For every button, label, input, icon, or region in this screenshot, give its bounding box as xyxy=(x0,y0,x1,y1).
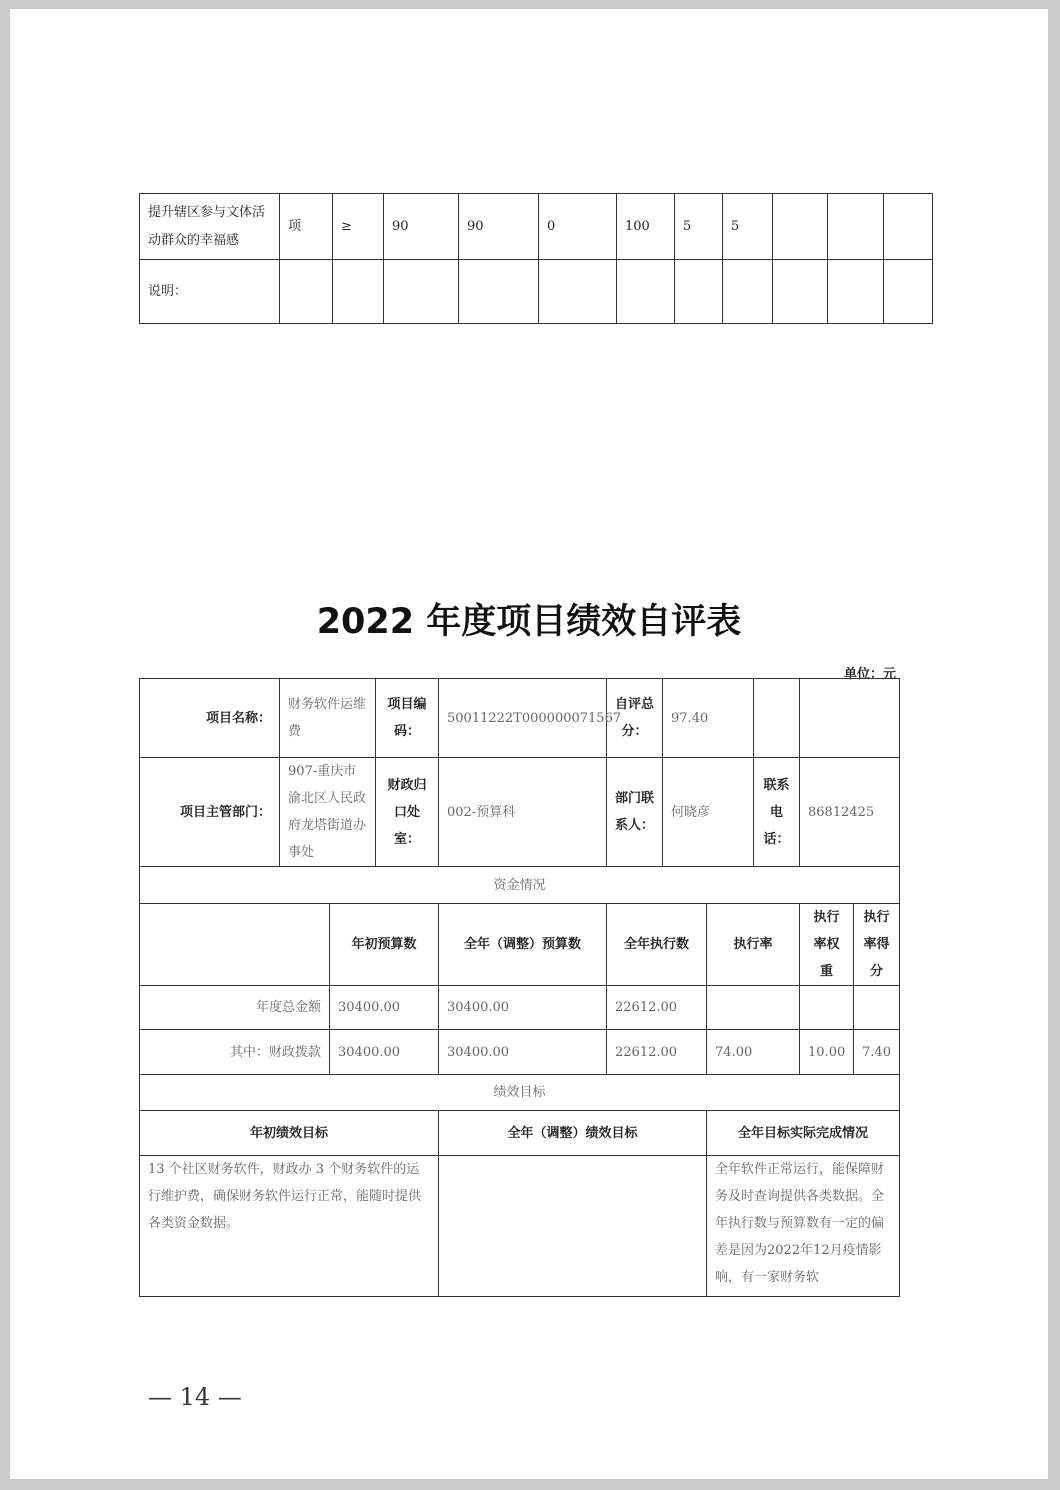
table-row xyxy=(140,1030,900,1075)
table-cell xyxy=(854,986,900,1030)
table-row xyxy=(140,260,933,324)
contact-value: 何晓彦 xyxy=(663,758,754,867)
project-code-value: 50011222T000000071567 xyxy=(439,679,607,758)
col-header: 执行率权重 xyxy=(800,904,854,986)
finance-label: 财政归口处室： xyxy=(376,758,439,867)
table-cell xyxy=(800,986,854,1030)
table-cell: ≥ xyxy=(333,194,384,260)
col-header: 执行率 xyxy=(707,904,800,986)
table-cell: 5 xyxy=(675,194,723,260)
table-row xyxy=(140,758,900,867)
page-title: 2022 年度项目绩效自评表 xyxy=(316,602,742,642)
project-code-label: 项目编码： xyxy=(376,679,439,758)
col-header: 年初绩效目标 xyxy=(140,1111,439,1156)
table-cell xyxy=(828,194,884,260)
table-cell: 90 xyxy=(459,194,539,260)
table-cell: 7.40 xyxy=(854,1030,900,1075)
funds-header: 资金情况 xyxy=(140,867,900,904)
goal-initial: 13 个社区财务软件，财政办 3 个财务软件的运行维护费，确保财务软件运行正常，能随时提供各类资金数据。 xyxy=(140,1156,439,1297)
goals-header: 绩效目标 xyxy=(140,1075,900,1111)
row-label: 年度总金额 xyxy=(140,986,330,1030)
goal-actual: 全年软件正常运行，能保障财务及时查询提供各类数据。全年执行数与预算数有一定的偏差是因为2022年12月疫情影响，有一家财务软 xyxy=(707,1156,900,1297)
table-cell: 项 xyxy=(280,194,333,260)
table-cell xyxy=(773,194,828,260)
table-cell: 5 xyxy=(723,194,773,260)
project-name-value: 财务软件运维费 xyxy=(280,679,376,758)
project-name-label: 项目名称： xyxy=(140,679,280,758)
page-number: — 14 — xyxy=(148,1383,242,1411)
table-cell: 30400.00 xyxy=(439,1030,607,1075)
indicator-name: 提升辖区参与文体活动群众的幸福感 xyxy=(140,194,280,260)
phone-label: 联系电话： xyxy=(754,758,800,867)
phone-value: 86812425 xyxy=(800,758,900,867)
unit-label: 单位：元 xyxy=(843,667,896,682)
col-header: 年初预算数 xyxy=(330,904,439,986)
table-row xyxy=(140,904,900,986)
indicator-table xyxy=(139,193,933,324)
table-cell: 10.00 xyxy=(800,1030,854,1075)
goal-adjusted xyxy=(439,1156,707,1297)
table-cell: 74.00 xyxy=(707,1030,800,1075)
table-row xyxy=(140,194,933,260)
table-row xyxy=(140,986,900,1030)
row-label: 其中：财政拨款 xyxy=(140,1030,330,1075)
section-header-row xyxy=(140,867,900,904)
dept-value: 907-重庆市渝北区人民政府龙塔街道办事处 xyxy=(280,758,376,867)
score-value: 97.40 xyxy=(663,679,754,758)
table-cell: 0 xyxy=(539,194,617,260)
section-header-row xyxy=(140,1075,900,1111)
table-cell xyxy=(884,194,933,260)
table-cell xyxy=(707,986,800,1030)
col-header: 全年目标实际完成情况 xyxy=(707,1111,900,1156)
table-row xyxy=(140,1156,900,1297)
note-label: 说明： xyxy=(140,260,280,324)
evaluation-table xyxy=(139,678,900,1297)
table-cell: 30400.00 xyxy=(330,1030,439,1075)
table-cell: 30400.00 xyxy=(439,986,607,1030)
score-label: 自评总分： xyxy=(607,679,663,758)
table-cell: 90 xyxy=(384,194,459,260)
table-cell: 22612.00 xyxy=(607,1030,707,1075)
table-cell: 30400.00 xyxy=(330,986,439,1030)
col-header: 执行率得分 xyxy=(854,904,900,986)
document-page xyxy=(10,9,1048,1479)
col-header: 全年执行数 xyxy=(607,904,707,986)
col-header: 全年（调整）绩效目标 xyxy=(439,1111,707,1156)
table-row xyxy=(140,679,900,758)
dept-label: 项目主管部门： xyxy=(140,758,280,867)
contact-label: 部门联系人： xyxy=(607,758,663,867)
finance-value: 002-预算科 xyxy=(439,758,607,867)
table-row xyxy=(140,1111,900,1156)
table-cell: 22612.00 xyxy=(607,986,707,1030)
col-header: 全年（调整）预算数 xyxy=(439,904,607,986)
table-cell: 100 xyxy=(617,194,675,260)
